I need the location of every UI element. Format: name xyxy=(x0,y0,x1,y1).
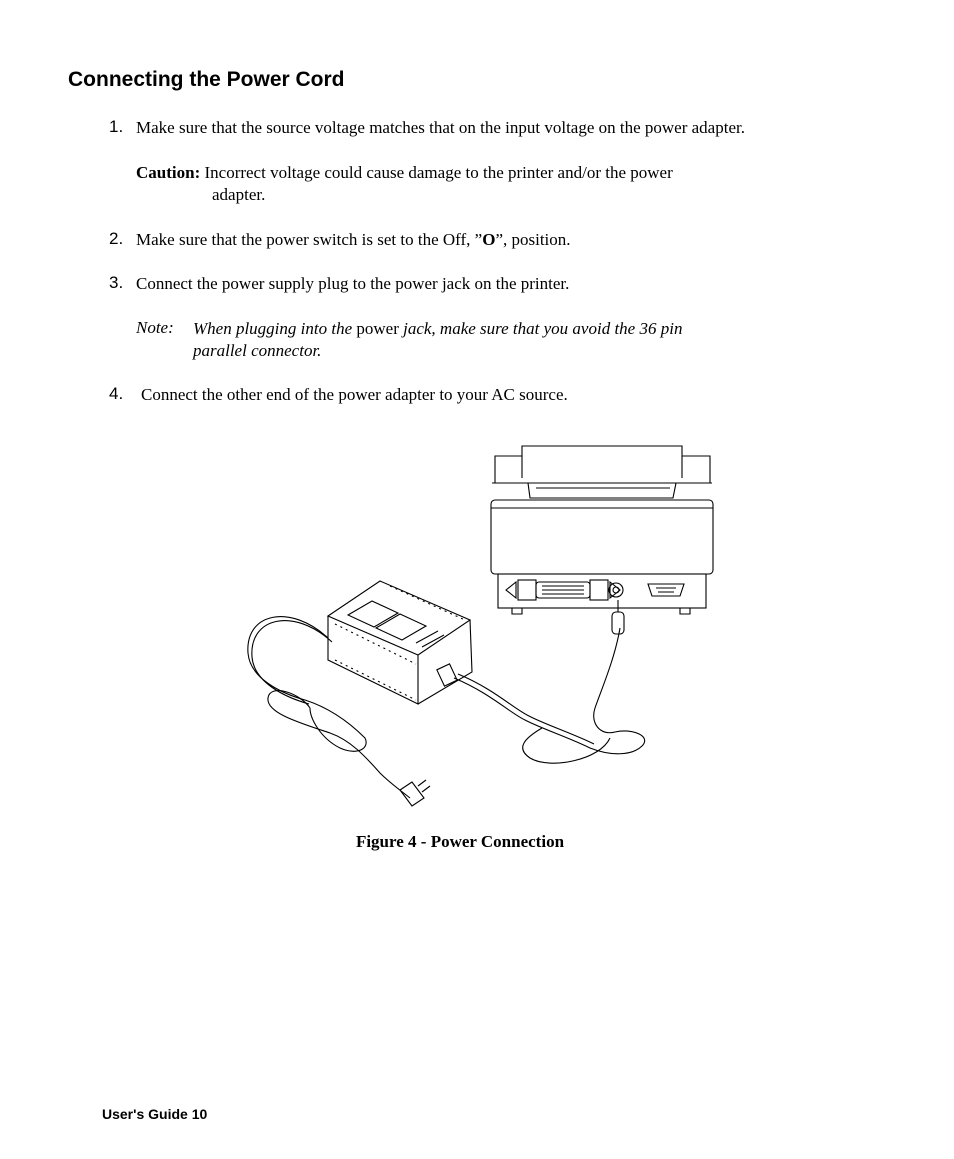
figure-caption: Figure 4 - Power Connection xyxy=(355,832,565,851)
step-4-number: 4. xyxy=(109,384,124,403)
step-2-number: 2. xyxy=(109,229,124,248)
page-footer: User's Guide 10 xyxy=(102,1106,208,1122)
caution-text: Incorrect voltage could cause damage to the printer and/or the power xyxy=(204,163,673,182)
caution-line-1 xyxy=(136,162,673,184)
power-cable xyxy=(454,600,645,763)
step-3-number: 3. xyxy=(109,273,124,292)
note-text-before: When plugging into the xyxy=(193,319,353,338)
caution-line-2: adapter. xyxy=(212,185,266,204)
note-text-after: jack, make sure that you avoid the 36 pin xyxy=(403,319,683,338)
step-2-text xyxy=(136,229,571,251)
printer-illustration xyxy=(491,446,713,614)
power-adapter-illustration xyxy=(328,581,472,704)
step-2-text-before: Make sure that the power switch is set to the Off, ” xyxy=(136,230,483,249)
note-label: Note: xyxy=(136,318,174,337)
caution-label: Caution: xyxy=(136,163,201,182)
step-2-off-symbol: O xyxy=(482,230,496,249)
step-1-number: 1. xyxy=(109,117,124,136)
step-2-text-after: ”, position. xyxy=(495,230,571,249)
power-connection-figure xyxy=(240,438,720,818)
note-line-1 xyxy=(193,318,682,340)
note-line-2: parallel connector. xyxy=(193,341,322,360)
step-4-text: Connect the other end of the power adapter to your AC source. xyxy=(141,385,568,404)
section-heading: Connecting the Power Cord xyxy=(68,68,345,91)
note-text-power: power xyxy=(356,319,399,338)
step-1-text: Make sure that the source voltage matches that on the input voltage on the power adapter. xyxy=(136,118,745,137)
step-3-text: Connect the power supply plug to the power jack on the printer. xyxy=(136,274,570,293)
ac-cord xyxy=(248,617,430,806)
